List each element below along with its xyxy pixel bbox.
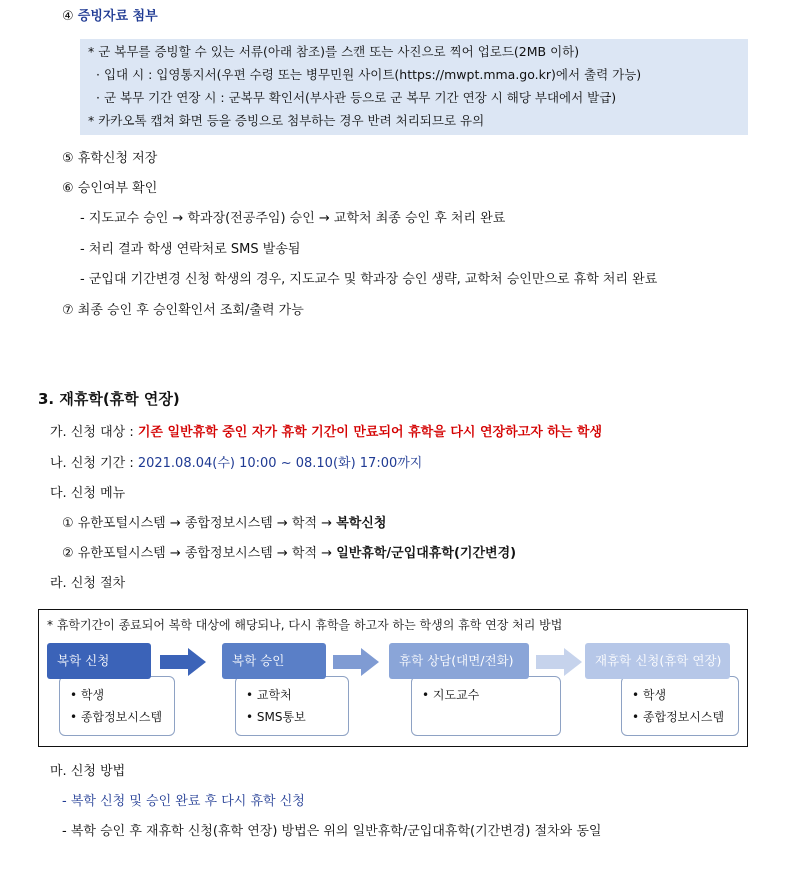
menu-heading: 다. 신청 메뉴 — [50, 486, 126, 501]
step-6: ⑥ 승인여부 확인 — [62, 181, 158, 196]
procedure-flow-diagram — [38, 609, 748, 747]
target-row — [50, 424, 602, 442]
step-6-item-1: - 지도교수 승인 → 학과장(전공주임) 승인 → 교학처 최종 승인 후 처리 완료 — [80, 211, 506, 226]
menu-path-2-prefix: ② 유한포털시스템 → 종합정보시스템 → 학적 → — [62, 546, 337, 561]
note-line-2: · 입대 시 : 입영통지서(우편 수령 또는 병무민원 사이트(https://mwpt.mma.go.kr)에서 출력 가능) — [96, 67, 642, 82]
flow-step-4-item-1: • 학생 — [632, 688, 667, 702]
note-line-1: * 군 복무를 증빙할 수 있는 서류(아래 참조)를 스캔 또는 사진으로 찍어 업로드(2MB 이하) — [88, 44, 580, 59]
flow-step-1-title: 복학 신청 — [47, 643, 151, 679]
method-heading: 마. 신청 방법 — [50, 764, 126, 779]
menu-path-1-target: 복학신청 — [336, 516, 387, 531]
note-line-3: · 군 복무 기간 연장 시 : 군복무 확인서(부사관 등으로 군 복무 기간 연장 시 해당 부대에서 발급) — [96, 90, 617, 105]
flow-step-4-details — [621, 676, 739, 736]
method-item-2: - 복학 승인 후 재휴학 신청(휴학 연장) 방법은 위의 일반휴학/군입대휴학(기간변경) 절차와 동일 — [62, 824, 602, 839]
evidence-note-box — [80, 39, 748, 135]
flow-step-2-title: 복학 승인 — [222, 643, 326, 679]
flow-step-1-details — [59, 676, 175, 736]
period-label: 나. 신청 기간 : — [50, 456, 138, 471]
menu-path-2 — [62, 545, 516, 563]
step-4-heading — [62, 8, 158, 26]
flow-arrow-3 — [536, 648, 582, 676]
step-7: ⑦ 최종 승인 후 승인확인서 조회/출력 가능 — [62, 303, 304, 318]
flow-step-4-title: 재휴학 신청(휴학 연장) — [585, 643, 730, 679]
period-row — [50, 455, 422, 473]
flow-arrow-2 — [333, 648, 379, 676]
flow-note: * 휴학기간이 종료되어 복학 대상에 해당되나, 다시 휴학을 하고자 하는 학생의 휴학 연장 처리 방법 — [47, 618, 563, 632]
flow-step-2-item-2: • SMS통보 — [246, 710, 306, 724]
note-line-4: * 카카오톡 캡쳐 화면 등을 증빙으로 첨부하는 경우 반려 처리되므로 유의 — [88, 113, 485, 128]
menu-path-2-target: 일반휴학/군입대휴학(기간변경) — [336, 546, 517, 561]
menu-path-1 — [62, 515, 386, 533]
method-item-1: - 복학 신청 및 승인 완료 후 다시 휴학 신청 — [62, 794, 305, 809]
flow-step-1-item-1: • 학생 — [70, 688, 105, 702]
procedure-heading: 라. 신청 절차 — [50, 576, 126, 591]
flow-arrow-1 — [160, 648, 206, 676]
flow-step-1-item-2: • 종합정보시스템 — [70, 710, 163, 724]
target-label: 가. 신청 대상 : — [50, 425, 138, 440]
flow-step-2-details — [235, 676, 349, 736]
step-4-title: 증빙자료 첨부 — [77, 9, 158, 24]
flow-step-3-title: 휴학 상담(대면/전화) — [389, 643, 529, 679]
flow-step-3-details — [411, 676, 561, 736]
target-value: 기존 일반휴학 중인 자가 휴학 기간이 만료되어 휴학을 다시 연장하고자 하는 학생 — [137, 425, 603, 440]
step-6-item-2: - 처리 결과 학생 연락처로 SMS 발송됨 — [80, 242, 301, 257]
flow-step-2-item-1: • 교학처 — [246, 688, 292, 702]
flow-step-3-item-1: • 지도교수 — [422, 688, 480, 702]
menu-path-1-prefix: ① 유한포털시스템 → 종합정보시스템 → 학적 → — [62, 516, 337, 531]
step-4-number: ④ — [62, 9, 74, 24]
flow-step-4-item-2: • 종합정보시스템 — [632, 710, 725, 724]
step-5: ⑤ 휴학신청 저장 — [62, 151, 158, 166]
step-6-item-3: - 군입대 기간변경 신청 학생의 경우, 지도교수 및 학과장 승인 생략, 교학처 승인만으로 휴학 처리 완료 — [80, 272, 658, 287]
period-value: 2021.08.04(수) 10:00 ~ 08.10(화) 17:00까지 — [137, 456, 423, 471]
section-3-heading: 3. 재휴학(휴학 연장) — [38, 390, 180, 408]
